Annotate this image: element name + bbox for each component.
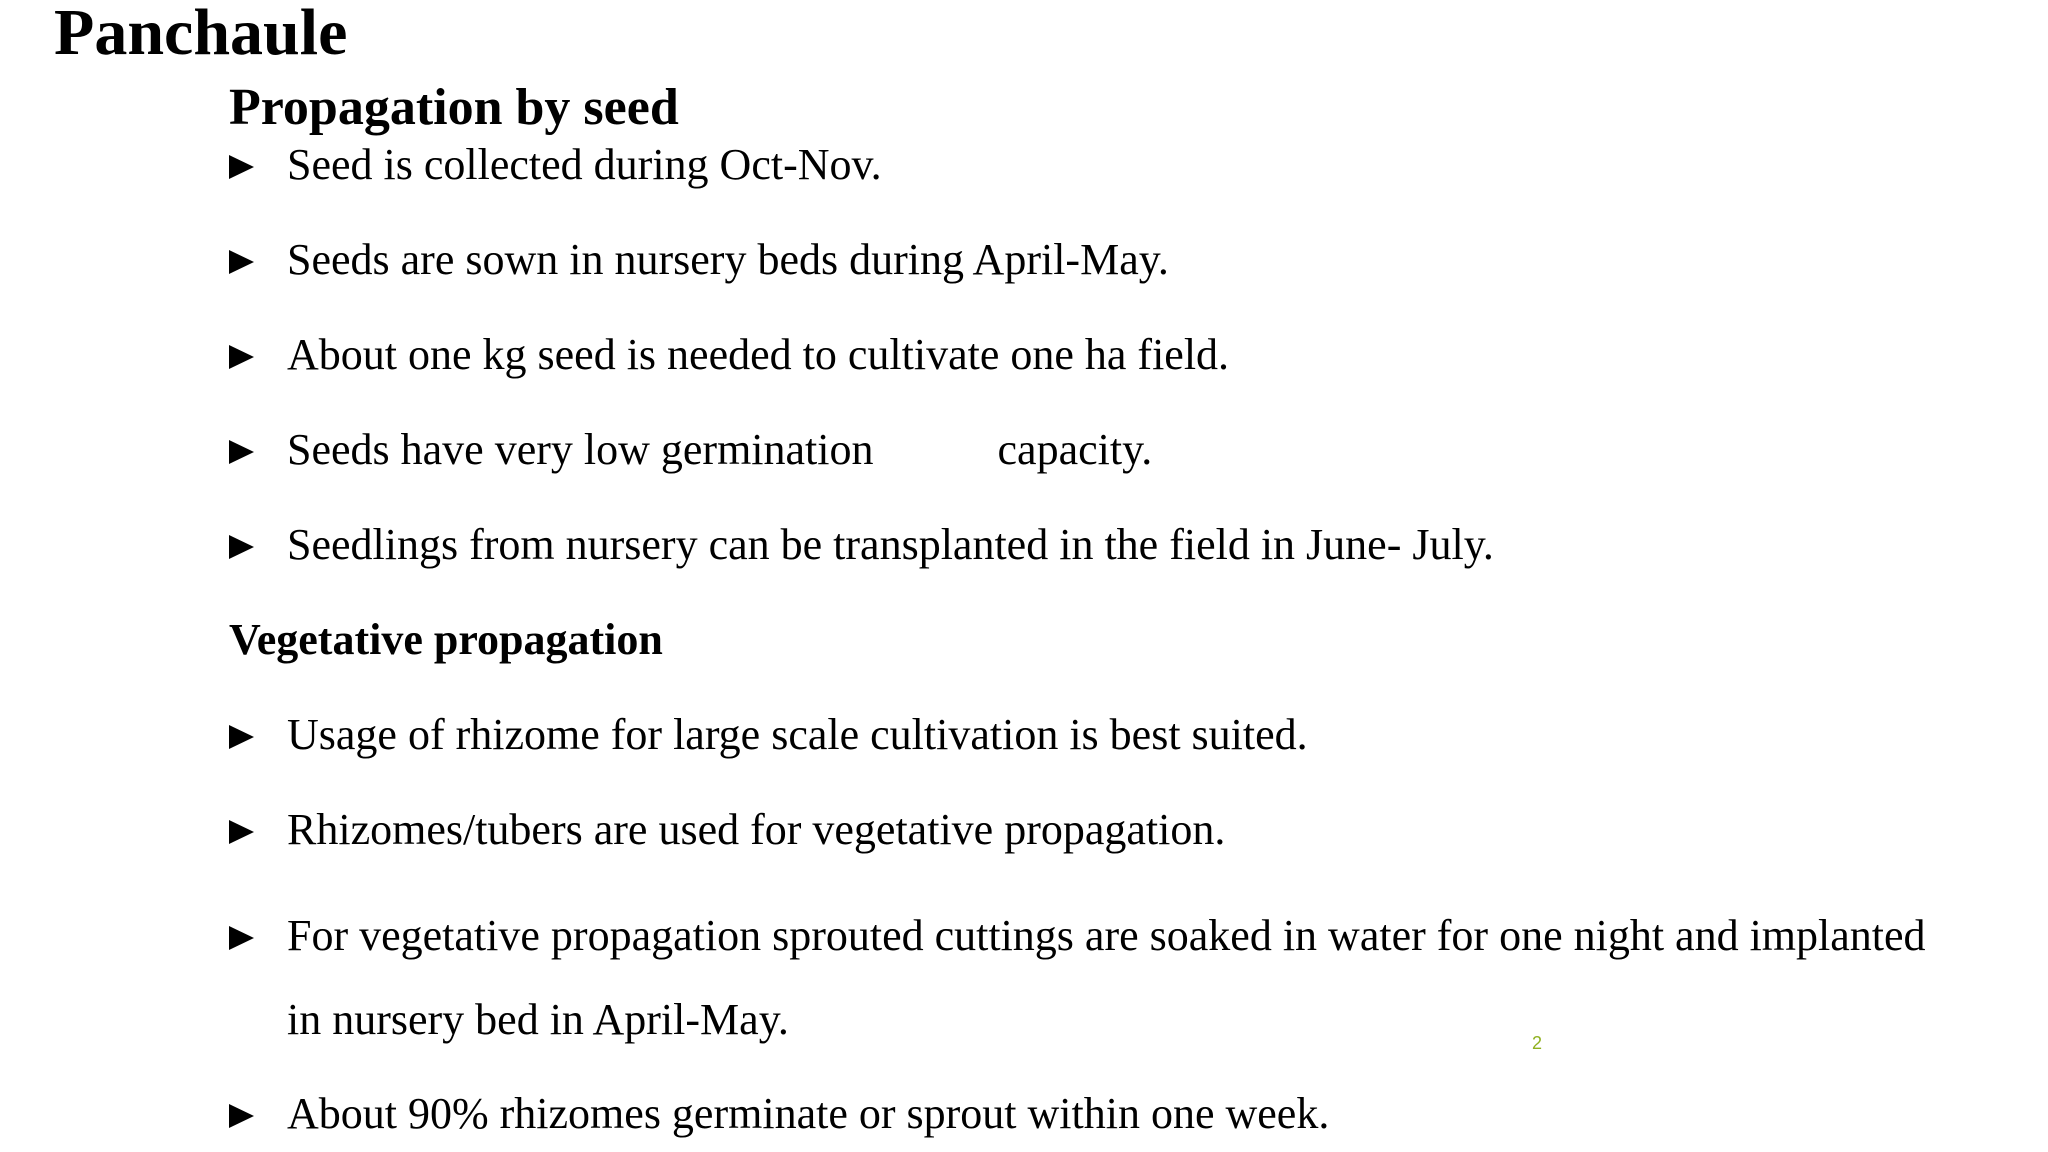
bullet-text — [287, 894, 1926, 1062]
triangle-bullet-icon — [229, 155, 254, 179]
triangle-bullet-icon — [229, 250, 254, 274]
bullet-text: About 90% rhizomes germinate or sprout within one week. — [287, 1089, 1330, 1138]
triangle-bullet-icon — [229, 1104, 254, 1128]
bullet-text-line-2: in nursery bed in April-May. — [287, 995, 789, 1044]
bullet-text-part-2: capacity. — [997, 425, 1153, 474]
bullet-text: Rhizomes/tubers are used for vegetative propagation. — [287, 805, 1226, 854]
bullet-text: Seed is collected during Oct-Nov. — [287, 140, 882, 189]
bullet-text: Seeds are sown in nursery beds during April-May. — [287, 235, 1169, 284]
triangle-bullet-icon — [229, 926, 254, 950]
triangle-bullet-icon — [229, 725, 254, 749]
section-heading-vegetative-propagation: Vegetative propagation — [229, 615, 663, 664]
triangle-bullet-icon — [229, 345, 254, 369]
bullet-text: About one kg seed is needed to cultivate one ha field. — [287, 330, 1230, 379]
triangle-bullet-icon — [229, 820, 254, 844]
bullet-text — [287, 425, 1153, 474]
page-number: 2 — [1532, 1033, 1543, 1053]
slide-title: Panchaule — [54, 0, 348, 69]
bullet-text-line-1: For vegetative propagation sprouted cuttings are soaked in water for one night and implanted — [287, 911, 1926, 960]
bullet-text: Usage of rhizome for large scale cultivation is best suited. — [287, 710, 1308, 759]
bullet-text-part-1: Seeds have very low germination — [287, 425, 874, 474]
triangle-bullet-icon — [229, 535, 254, 559]
bullet-text: Seedlings from nursery can be transplanted in the field in June- July. — [287, 520, 1494, 569]
section-heading-seed-propagation: Propagation by seed — [229, 79, 679, 136]
triangle-bullet-icon — [229, 440, 254, 464]
